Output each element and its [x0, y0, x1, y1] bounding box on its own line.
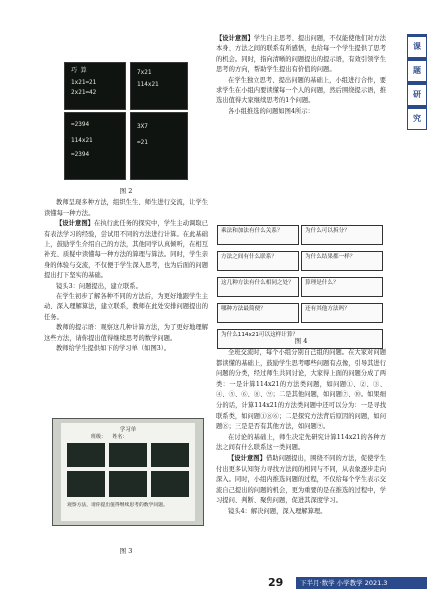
question-card: 为什么114x21可以这样计算？ [217, 329, 383, 349]
paragraph: 在学生独立思考、提出问题的基础上，小组进行合作，要求学生在小组内要读懂每一个人的问题，然后围绕提示语，推选出值得大家继续思考的1个问题。 [216, 76, 387, 105]
question-cards [216, 224, 386, 354]
paragraph: 在学生初步了解各种不同的方法后，为更好地跟学生主动、深入理解算法，建立联系，教师在此处安排问题提出的任务。 [44, 293, 208, 321]
worksheet-photo-cell [109, 471, 147, 497]
sidebar-tab-3: 研 [407, 84, 427, 106]
sidebar-tabs [407, 34, 427, 123]
paragraph: 在讨论的基础上，师生决定先研究计算114x21的各种方法之间有什么联系这一类问题。 [216, 433, 386, 452]
chalkboard-photo-3 [64, 112, 126, 180]
chalk-text: =21 [137, 139, 148, 146]
chalk-text: 3X7 [137, 123, 148, 130]
question-card: 方法之间有什么联系？ [217, 251, 299, 271]
question-card: 哪种方法最简便？ [217, 303, 299, 323]
chalk-text: =2394 [71, 151, 90, 158]
journal-banner: 下半月·数学 小学教学 2021.3 [296, 577, 427, 589]
page-footer [0, 572, 427, 594]
sidebar-tab-2: 题 [407, 60, 427, 82]
chalkboard-photo-2 [130, 62, 188, 110]
figure-2-caption: 图 2 [119, 187, 133, 195]
chalk-text: 114x21 [71, 137, 93, 144]
chalk-text: 2x21=42 [71, 89, 97, 96]
page-number: 29 [268, 576, 284, 589]
paragraph: 【设计意图】在执行此任务的探究中，学生主动调取已有表法学习的经验，尝试用不同的方法进行计算。在此基础上，鼓励学生介绍自己的方法，其他同学认真倾听，在相互补充、质疑中读懂每一种方法的算理与算法。同时，学生亲身的体验与交流，不仅便于学生深入思考，也为后面的问题提出打下坚实的基础。 [44, 220, 209, 280]
paragraph: 【设计意图】学生自主思考、提出问题，不仅能使他们对方法本身、方法之间的联系有所感悟，也给每一个学生提供了思考的机会。同时，指向清晰的问题提出的提示语，有效引领学生思考的方向，帮助学生提出有价值的问题。 [216, 35, 387, 74]
paragraph: 【设计意图】借助问题提出，围绕不同的方法，促使学生付出更多认知努力寻找方法间的相同与不同，从表象逐步走向深入。同时，小组内推选问题的过程，不仅给每个学生表示交流自己提出的问题的机会，更为重要的是在推选的过程中，学习提问、判断、聚焦问题，促进其深度学习。 [216, 454, 387, 505]
worksheet-fields: 班级： 姓名： [91, 434, 128, 440]
figure-4-caption: 图 4 [294, 337, 308, 345]
question-card: 乘法和加法有什么关系？ [217, 225, 299, 245]
paragraph: 全班交流时，每个小组分别自己组的问题。在大家对问题都读懂的基础上，鼓励学生思考哪些问题有点像，引导其进行问题的分类，经过师生共同讨论，大家得上面的问题分成了两类：一是计算114x21的方法类问题，如问题①、②、③、④、⑤、⑥、⑧、⑨；二是其他问题，如问题⑦、⑩。如果细分的话，计算114x21的方法类问题中还可以分为：一是寻找联系类，如问题①⑧⑥；二是探究方法背后原因的问题，如问题⑧；三是是否有其他方法，如问题⑨。 [216, 349, 387, 431]
right-column-top [216, 34, 386, 117]
paragraph: 教师给学生提供如下的学习单（如图3）。 [56, 345, 171, 353]
question-card: 为什么可以拆分？ [301, 225, 383, 245]
worksheet-photo-cell [109, 443, 147, 467]
paragraph: 镜头3：问题提出，建立联系。 [56, 282, 142, 290]
paragraph: 各小组推选的问题如图4所示： [228, 107, 314, 115]
paragraph: 教师的提示语：观察这几种计算方法，为了更好地理解这些方法，请你提出值得继续思考的数学问题。 [44, 324, 208, 342]
left-column [44, 184, 208, 355]
worksheet-photo [52, 418, 204, 526]
worksheet-photo-cell [151, 443, 189, 467]
worksheet-photo-cell [67, 471, 105, 497]
chalk-text: 7x21 [137, 69, 152, 76]
chalkboard-photo-4 [130, 112, 188, 180]
paragraph: 教师呈现多种方法，组织生生、师生进行交流，让学生读懂每一种方法。 [44, 199, 208, 217]
question-card: 还有其他方法吗？ [301, 303, 383, 323]
chalkboard-photo-1 [64, 62, 126, 110]
sidebar-tab-1: 课 [407, 36, 427, 58]
sidebar-tab-4: 究 [407, 108, 427, 130]
paragraph: 镜头4：解决问题，深入理解算理。 [228, 507, 327, 515]
worksheet-photo-cell [151, 471, 189, 497]
question-card: 这几种方法有什么相同之处？ [217, 277, 299, 297]
worksheet-title: 学习单 [119, 427, 137, 433]
worksheet-photo-cell [67, 443, 105, 467]
worksheet-paper [61, 423, 195, 521]
question-card: 为什么结果都一样？ [301, 251, 383, 271]
chalk-text: 巧 算 [71, 67, 87, 74]
question-card: 算理是什么？ [301, 277, 383, 297]
worksheet-note: 观察方法，请你提出值得继续思考的数学问题。 [67, 503, 168, 508]
chalk-text: =2394 [71, 121, 90, 128]
right-column-bottom [216, 348, 386, 518]
chalk-text: 114x21 [137, 81, 159, 88]
chalk-text: 1x21=21 [71, 79, 97, 86]
figure-3-caption: 图 3 [119, 547, 133, 555]
